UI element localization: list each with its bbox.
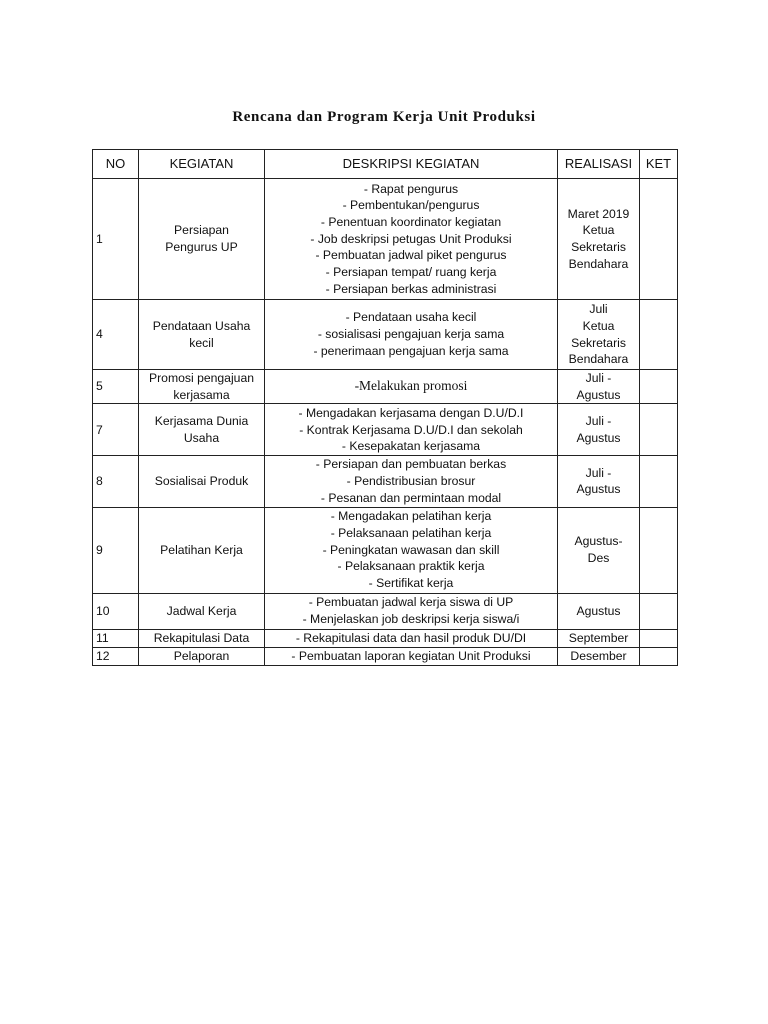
realisasi-cell bbox=[558, 370, 640, 404]
row-number: 10 bbox=[93, 593, 139, 629]
deskripsi-cell-line: - Pelaksanaan praktik kerja bbox=[337, 559, 485, 574]
deskripsi-cell-line: - Pesanan dan permintaan modal bbox=[320, 490, 502, 505]
deskripsi-cell-line: - Kontrak Kerjasama D.U/D.I dan sekolah bbox=[299, 422, 523, 437]
table-row bbox=[93, 629, 678, 647]
deskripsi-cell bbox=[265, 456, 558, 507]
deskripsi-cell-line: - Pendataan usaha kecil bbox=[345, 310, 477, 325]
realisasi-cell bbox=[558, 507, 640, 593]
table-row bbox=[93, 456, 678, 507]
deskripsi-cell bbox=[265, 629, 558, 647]
realisasi-cell-line: Bendahara bbox=[568, 352, 629, 367]
deskripsi-cell bbox=[265, 507, 558, 593]
deskripsi-cell bbox=[265, 593, 558, 629]
deskripsi-cell bbox=[265, 300, 558, 370]
realisasi-cell-line: Sekretaris bbox=[571, 335, 626, 350]
deskripsi-cell-line: - Sertifikat kerja bbox=[368, 576, 454, 591]
kegiatan-cell-line: Pengurus UP bbox=[165, 240, 238, 254]
realisasi-cell-line: Agustus bbox=[576, 387, 621, 402]
kegiatan-cell bbox=[139, 404, 265, 456]
deskripsi-cell-line: - Rekapitulasi data dan hasil produk DU/DI bbox=[295, 630, 527, 645]
row-number: 11 bbox=[93, 629, 139, 647]
kegiatan-cell-line: kecil bbox=[189, 335, 214, 350]
table-row bbox=[93, 404, 678, 456]
deskripsi-cell-line: - Persiapan dan pembuatan berkas bbox=[315, 457, 507, 472]
kegiatan-cell bbox=[139, 456, 265, 507]
realisasi-cell-line: Sekretaris bbox=[571, 240, 626, 254]
deskripsi-cell-line: - Mengadakan kerjasama dengan D.U/D.I bbox=[298, 405, 524, 420]
ket-cell bbox=[640, 370, 678, 404]
kegiatan-cell bbox=[139, 300, 265, 370]
ket-cell bbox=[640, 404, 678, 456]
kegiatan-cell-line: Pelatihan Kerja bbox=[160, 542, 243, 557]
deskripsi-cell-line: - Penentuan koordinator kegiatan bbox=[320, 214, 502, 229]
ket-cell bbox=[640, 629, 678, 647]
deskripsi-cell-line: - Menjelaskan job deskripsi kerja siswa/i bbox=[302, 612, 520, 627]
realisasi-cell-line: Bendahara bbox=[568, 256, 629, 271]
realisasi-cell-line: Des bbox=[587, 551, 610, 566]
kegiatan-cell-line: Promosi pengajuan bbox=[148, 371, 255, 385]
header-realisasi: REALISASI bbox=[558, 150, 640, 179]
deskripsi-cell bbox=[265, 647, 558, 665]
realisasi-cell-line: Desember bbox=[570, 648, 627, 663]
kegiatan-cell bbox=[139, 507, 265, 593]
deskripsi-cell-line: - Peningkatan wawasan dan skill bbox=[322, 542, 500, 557]
deskripsi-cell-line: -Melakukan promosi bbox=[354, 378, 468, 394]
row-number: 12 bbox=[93, 647, 139, 665]
realisasi-cell-line: Maret 2019 bbox=[567, 206, 630, 221]
realisasi-cell bbox=[558, 456, 640, 507]
document-title: Rencana dan Program Kerja Unit Produksi bbox=[232, 109, 536, 125]
realisasi-cell-line: September bbox=[568, 630, 629, 645]
deskripsi-cell-line: - sosialisasi pengajuan kerja sama bbox=[317, 327, 505, 342]
kegiatan-cell-line: Kerjasama Dunia bbox=[154, 414, 249, 429]
kegiatan-cell-line: kerjasama bbox=[173, 387, 230, 402]
deskripsi-cell-line: - penerimaan pengajuan kerja sama bbox=[313, 343, 509, 358]
deskripsi-cell-line: - Persiapan tempat/ ruang kerja bbox=[325, 265, 497, 280]
row-number: 5 bbox=[93, 370, 139, 404]
realisasi-cell-line: Agustus- bbox=[574, 534, 623, 549]
deskripsi-cell-line: - Mengadakan pelatihan kerja bbox=[330, 509, 492, 524]
realisasi-cell-line: Juli - bbox=[585, 465, 612, 480]
header-deskripsi: DESKRIPSI KEGIATAN bbox=[265, 150, 558, 179]
table-row bbox=[93, 593, 678, 629]
deskripsi-cell-line: - Pembentukan/pengurus bbox=[342, 198, 480, 213]
table-row bbox=[93, 300, 678, 370]
ket-cell bbox=[640, 456, 678, 507]
kegiatan-cell bbox=[139, 629, 265, 647]
kegiatan-cell bbox=[139, 370, 265, 404]
ket-cell bbox=[640, 647, 678, 665]
row-number: 1 bbox=[93, 179, 139, 300]
table-row bbox=[93, 647, 678, 665]
kegiatan-cell-line: Pendataan Usaha bbox=[152, 318, 251, 333]
realisasi-cell-line: Ketua bbox=[582, 318, 615, 333]
deskripsi-cell-line: - Pelaksanaan pelatihan kerja bbox=[330, 525, 492, 540]
header-ket: KET bbox=[640, 150, 678, 179]
realisasi-cell-line: Agustus bbox=[576, 430, 621, 445]
deskripsi-cell-line: - Rapat pengurus bbox=[363, 181, 459, 196]
realisasi-cell bbox=[558, 404, 640, 456]
deskripsi-cell-line: - Pendistribusian brosur bbox=[346, 474, 476, 489]
realisasi-cell-line: Agustus bbox=[576, 482, 621, 497]
ket-cell bbox=[640, 179, 678, 300]
ket-cell bbox=[640, 507, 678, 593]
realisasi-cell-line: Juli - bbox=[585, 371, 612, 385]
realisasi-cell bbox=[558, 179, 640, 300]
deskripsi-cell-line: - Pembuatan jadwal piket pengurus bbox=[315, 248, 507, 263]
header-no: NO bbox=[93, 150, 139, 179]
row-number: 9 bbox=[93, 507, 139, 593]
kegiatan-cell-line: Rekapitulasi Data bbox=[153, 630, 250, 645]
kegiatan-cell-line: Usaha bbox=[183, 430, 220, 445]
kegiatan-cell-line: Sosialisai Produk bbox=[154, 474, 249, 489]
deskripsi-cell-line: - Kesepakatan kerjasama bbox=[341, 439, 481, 454]
program-table bbox=[92, 149, 678, 666]
header-kegiatan: KEGIATAN bbox=[139, 150, 265, 179]
realisasi-cell bbox=[558, 629, 640, 647]
realisasi-cell bbox=[558, 647, 640, 665]
realisasi-cell-line: Agustus bbox=[576, 603, 621, 618]
realisasi-cell bbox=[558, 300, 640, 370]
kegiatan-cell bbox=[139, 593, 265, 629]
realisasi-cell-line: Juli bbox=[589, 302, 608, 317]
deskripsi-cell bbox=[265, 179, 558, 300]
deskripsi-cell bbox=[265, 404, 558, 456]
row-number: 8 bbox=[93, 456, 139, 507]
deskripsi-cell bbox=[265, 370, 558, 404]
deskripsi-cell-line: - Pembuatan jadwal kerja siswa di UP bbox=[308, 595, 514, 610]
kegiatan-cell bbox=[139, 647, 265, 665]
deskripsi-cell-line: - Job deskripsi petugas Unit Produksi bbox=[310, 231, 512, 246]
realisasi-cell-line: Juli - bbox=[585, 414, 612, 429]
kegiatan-cell-line: Persiapan bbox=[174, 223, 229, 238]
row-number: 7 bbox=[93, 404, 139, 456]
table-body bbox=[93, 179, 678, 666]
table-row bbox=[93, 507, 678, 593]
row-number: 4 bbox=[93, 300, 139, 370]
ket-cell bbox=[640, 593, 678, 629]
realisasi-cell-line: Ketua bbox=[582, 223, 615, 238]
table-row bbox=[93, 370, 678, 404]
kegiatan-cell bbox=[139, 179, 265, 300]
ket-cell bbox=[640, 300, 678, 370]
deskripsi-cell-line: - Pembuatan laporan kegiatan Unit Produksi bbox=[291, 648, 531, 663]
kegiatan-cell-line: Pelaporan bbox=[173, 648, 230, 663]
realisasi-cell bbox=[558, 593, 640, 629]
table-header-row bbox=[93, 150, 678, 179]
table-row bbox=[93, 179, 678, 300]
kegiatan-cell-line: Jadwal Kerja bbox=[166, 603, 237, 618]
deskripsi-cell-line: - Persiapan berkas administrasi bbox=[325, 281, 497, 296]
